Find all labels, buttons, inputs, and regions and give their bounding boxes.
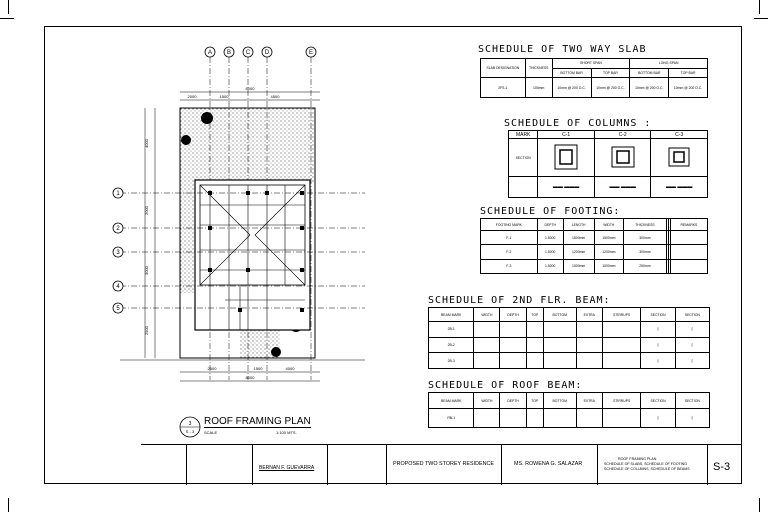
beam-section-icon: ▯ — [675, 353, 709, 369]
second-floor-beam-table — [428, 307, 710, 369]
dim-bottom-2: 1500 — [253, 366, 263, 371]
beam-header: SECTION — [641, 393, 675, 409]
dim-top-2: 1500 — [219, 94, 229, 99]
slab-sub: BOTTOM BAR — [630, 68, 669, 78]
beam-cell — [500, 337, 527, 353]
beam-cell — [474, 353, 500, 369]
beam-mark: 2B-3 — [429, 353, 474, 369]
slab-cell: 10mm @ 200 O.C. — [591, 78, 630, 98]
beam-cell — [500, 409, 527, 428]
sheet-contents-2: SCHEDULE OF SLABS, SCHEDULE OF FOOTING — [604, 462, 688, 466]
beam-cell — [576, 409, 602, 428]
grid-label-5: 5 — [116, 306, 120, 312]
beam-mark: 2B-2 — [429, 337, 474, 353]
beam-header: SECTION — [675, 393, 709, 409]
slab-header-designation: SLAB DESIGNATION — [481, 59, 526, 78]
second-floor-beam-title: SCHEDULE OF 2ND FLR. BEAM: — [428, 295, 611, 306]
title-block — [141, 444, 742, 485]
column-section-label: SECTION — [509, 139, 538, 177]
column-header-c3: C-3 — [651, 131, 708, 139]
crop-mark — [754, 18, 768, 19]
columns-title: SCHEDULE OF COLUMNS : — [504, 118, 652, 129]
beam-cell — [543, 337, 576, 353]
beam-mark: 2B-1 — [429, 322, 474, 338]
beam-cell — [526, 337, 543, 353]
slab-header-long: LONG SPAN — [630, 59, 708, 69]
scale-label: SCALE — [204, 430, 218, 435]
beam-section-icon: ▯ — [641, 353, 675, 369]
beam-cell — [474, 409, 500, 428]
slab-header-thickness: THICKNESS — [525, 59, 552, 78]
bottom-dimensions — [120, 360, 365, 381]
column-section-c2 — [594, 139, 651, 177]
grid-label-e: E — [308, 50, 314, 56]
column-header-c2: C-2 — [594, 131, 651, 139]
dim-bottom-1: 2500 — [207, 366, 217, 371]
beam-cell — [543, 322, 576, 338]
beam-header: TOP — [526, 308, 543, 322]
beam-cell — [474, 337, 500, 353]
footing-cell: 1200mm — [563, 245, 594, 259]
footing-header: FOOTING MARK — [481, 219, 538, 231]
footing-cell: 300mm — [624, 231, 667, 245]
slab-cell: 10mm @ 200 O.C. — [630, 78, 669, 98]
footing-cell: 1200mm — [594, 245, 624, 259]
beam-cell — [602, 353, 641, 369]
title-block-sheet-number — [707, 445, 742, 485]
column-header-mark: MARK — [509, 131, 538, 139]
owner-name: MS. ROWENA G. SALAZAR — [514, 461, 583, 467]
footing-cell: F-3 — [481, 259, 538, 273]
column-notes: ▬▬ ▬▬▬ — [538, 177, 595, 198]
beam-header: WIDTH — [474, 308, 500, 322]
column-notes: ▬▬ ▬▬▬ — [594, 177, 651, 198]
slab-cell: 2FS-1 — [481, 78, 526, 98]
scale-value: 1:100 MTS. — [276, 430, 297, 435]
footing-cell: 1.5000 — [537, 231, 563, 245]
dim-top-overall: 8000 — [245, 86, 255, 91]
footing-header: THICKNESS — [624, 219, 667, 231]
beam-header: BOTTOM — [543, 393, 576, 409]
footing-cell: 1000mm — [594, 259, 624, 273]
drawing-title: ROOF FRAMING PLAN — [204, 416, 311, 427]
title-block-notes — [327, 445, 386, 485]
footing-table — [480, 218, 708, 274]
grid-label-a: A — [207, 50, 213, 56]
beam-header: WIDTH — [474, 393, 500, 409]
dim-bottom-3: 4000 — [285, 366, 295, 371]
footing-cell: 1.5000 — [537, 259, 563, 273]
footing-cell: 1000mm — [563, 259, 594, 273]
title-block-designer — [252, 445, 327, 485]
footing-header: WIDTH — [594, 219, 624, 231]
column-header-c1: C-1 — [538, 131, 595, 139]
project-title: PROPOSED TWO STOREY RESIDENCE — [393, 461, 494, 467]
footing-cell — [670, 259, 707, 273]
crop-mark — [8, 498, 9, 512]
crop-mark — [759, 498, 760, 512]
beam-header: SECTION — [641, 308, 675, 322]
footing-header: DEPTH — [537, 219, 563, 231]
title-block-project — [386, 445, 501, 485]
beam-header: EXTRA — [576, 393, 602, 409]
dim-left-3: 3000 — [144, 266, 149, 275]
slab-header-short: SHORT SPAN — [552, 59, 630, 69]
sheet-number: S-3 — [713, 461, 731, 473]
title-block-owner — [501, 445, 597, 485]
beam-cell — [576, 353, 602, 369]
beam-header: SECTION — [675, 308, 709, 322]
two-way-slab-title: SCHEDULE OF TWO WAY SLAB — [478, 44, 647, 55]
beam-header: STIRRUPS — [602, 393, 641, 409]
detail-number: 3 — [188, 421, 192, 427]
beam-cell — [500, 322, 527, 338]
roof-beam-title: SCHEDULE OF ROOF BEAM: — [428, 380, 583, 391]
dim-bottom-overall: 8000 — [245, 375, 255, 380]
beam-section-icon: ▯ — [641, 322, 675, 338]
beam-mark: RB-1 — [429, 409, 474, 428]
crop-mark — [8, 0, 9, 14]
roof-framing-plan — [100, 40, 380, 410]
beam-cell — [576, 322, 602, 338]
left-dimensions — [144, 108, 155, 358]
beam-header: DEPTH — [500, 308, 527, 322]
grid-label-c: C — [245, 50, 251, 56]
beam-section-icon: ▯ — [675, 322, 709, 338]
footing-cell — [670, 231, 707, 245]
title-block-contents — [597, 445, 707, 485]
column-notes-blank — [509, 177, 538, 198]
grid-label-d: D — [264, 50, 270, 56]
footing-cell: 1.5000 — [537, 245, 563, 259]
crop-mark — [759, 0, 760, 14]
beam-header: BEAM MARK — [429, 393, 474, 409]
sheet-contents-1: ROOF FRAMING PLAN — [618, 457, 657, 461]
column-section-c1 — [538, 139, 595, 177]
slab-sub: TOP BAR — [669, 68, 708, 78]
beam-cell — [526, 353, 543, 369]
crop-mark — [0, 18, 14, 19]
footing-header: REMARKS — [670, 219, 707, 231]
columns-table — [508, 130, 708, 198]
grid-letter-bubbles — [205, 47, 316, 57]
beam-cell — [526, 409, 543, 428]
beam-header: EXTRA — [576, 308, 602, 322]
slab-sub: TOP BAR — [591, 68, 630, 78]
slab-cell: 10mm @ 200 O.C. — [669, 78, 708, 98]
beam-cell — [474, 322, 500, 338]
designer-name: BERNAN F. GUEVARRA — [259, 465, 315, 471]
column-section-c3 — [651, 139, 708, 177]
beam-header: BEAM MARK — [429, 308, 474, 322]
dim-top-3: 4500 — [270, 94, 280, 99]
dim-left-1: 4000 — [144, 139, 149, 148]
slab-cell: 100mm — [525, 78, 552, 98]
footing-cell: F-1 — [481, 231, 538, 245]
sheet-contents-3: SCHEDULE OF COLUMNS, SCHEDULE OF BEAMS — [604, 467, 690, 471]
column-notes: ▬▬ ▬▬▬ — [651, 177, 708, 198]
top-dimensions — [180, 86, 320, 100]
footing-cell: 300mm — [624, 245, 667, 259]
grid-label-3: 3 — [116, 250, 120, 256]
beam-section-icon: ▯ — [641, 337, 675, 353]
grid-label-b: B — [226, 50, 232, 56]
detail-sheet: S - 3 — [185, 429, 195, 434]
dim-left-4: 2500 — [144, 326, 149, 335]
beam-cell — [543, 353, 576, 369]
beam-header: BOTTOM — [543, 308, 576, 322]
beam-section-icon: ▯ — [675, 409, 709, 428]
beam-header: TOP — [526, 393, 543, 409]
beam-cell — [602, 337, 641, 353]
dim-left-2: 2000 — [144, 206, 149, 215]
footing-header: LENGTH — [563, 219, 594, 231]
beam-cell — [602, 409, 641, 428]
footing-cell: F-2 — [481, 245, 538, 259]
grid-label-4: 4 — [116, 284, 120, 290]
beam-section-icon: ▯ — [641, 409, 675, 428]
roof-beam-table — [428, 392, 710, 428]
two-way-slab-table — [480, 58, 708, 98]
beam-cell — [526, 322, 543, 338]
title-block-signatory — [186, 445, 252, 485]
beam-cell — [576, 337, 602, 353]
slab-sub: BOTTOM BAR — [552, 68, 591, 78]
slab-cell: 10mm @ 200 O.C. — [552, 78, 591, 98]
beam-cell — [500, 353, 527, 369]
beam-section-icon: ▯ — [675, 337, 709, 353]
beam-header: DEPTH — [500, 393, 527, 409]
footing-cell: 250mm — [624, 259, 667, 273]
beam-cell — [602, 322, 641, 338]
beam-cell — [543, 409, 576, 428]
footing-cell: 1500mm — [594, 231, 624, 245]
footing-title: SCHEDULE OF FOOTING: — [480, 206, 621, 217]
beam-header: STIRRUPS — [602, 308, 641, 322]
dim-top-1: 2000 — [187, 94, 197, 99]
footing-cell: 1500mm — [563, 231, 594, 245]
grid-label-1: 1 — [116, 191, 120, 197]
grid-number-bubbles — [113, 188, 123, 313]
footing-cell — [670, 245, 707, 259]
grid-label-2: 2 — [116, 226, 120, 232]
